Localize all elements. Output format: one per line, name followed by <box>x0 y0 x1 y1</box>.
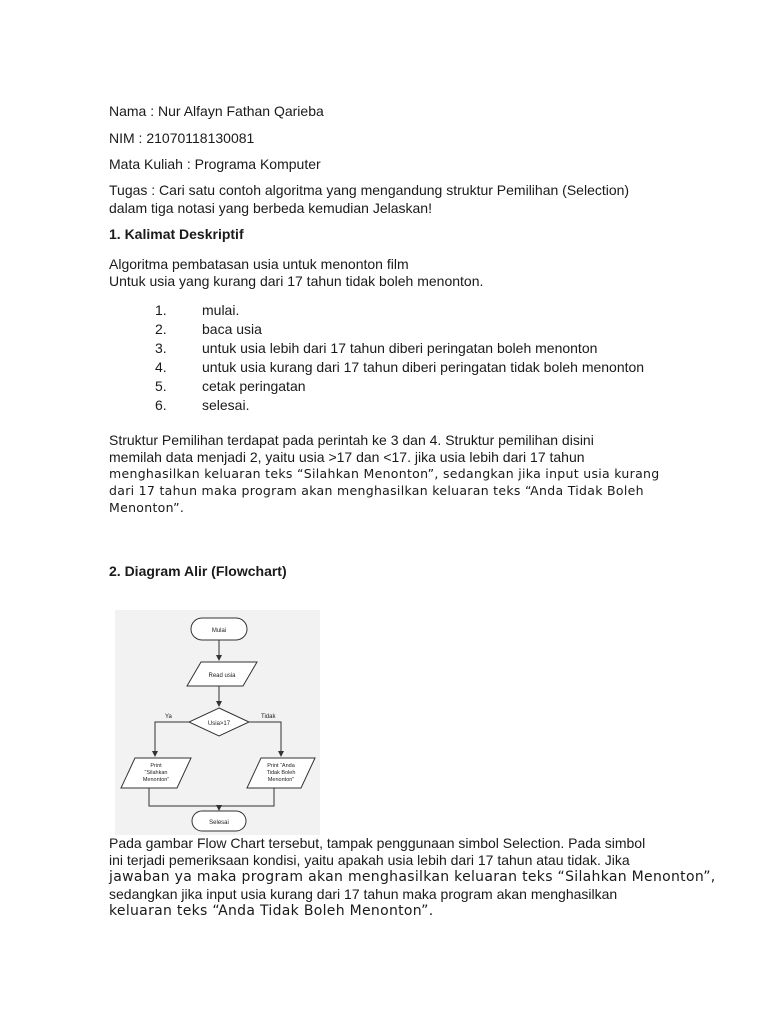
section2-explain-3: jawaban ya maka program akan menghasilkan keluaran teks “Silahkan Menonton”, <box>109 869 716 885</box>
end-label: Selesai <box>209 820 229 826</box>
read-label: Read usia <box>208 673 236 679</box>
print-no-line-2: Tidak Boleh <box>266 770 296 776</box>
section1-title: 1. Kalimat Deskriptif <box>109 226 244 242</box>
flowchart <box>115 610 320 835</box>
print-no-line-1: Print “Anda <box>267 763 295 769</box>
section1-explain-3: menghasilkan keluaran teks “Silahkan Menonton”, sedangkan jika input usia kurang <box>109 466 660 481</box>
section2-explain-2: ini terjadi pemeriksaan kondisi, yaitu apakah usia lebih dari 17 tahun atau tidak. Jika <box>109 852 630 868</box>
yes-label: Ya <box>165 714 172 720</box>
section2-title: 2. Diagram Alir (Flowchart) <box>109 563 287 579</box>
section1-explain-1: Struktur Pemilihan terdapat pada perintah ke 3 dan 4. Struktur pemilihan disini <box>109 432 594 448</box>
section1-intro-1: Algoritma pembatasan usia untuk menonton film <box>109 256 409 272</box>
section1-explain-2: memilah data menjadi 2, yaitu usia >17 dan <17. jika usia lebih dari 17 tahun <box>109 449 585 465</box>
student-name: Nama : Nur Alfayn Fathan Qarieba <box>109 103 324 119</box>
section2-explain-1: Pada gambar Flow Chart tersebut, tampak penggunaan simbol Selection. Pada simbol <box>109 835 646 851</box>
no-label: Tidak <box>261 714 276 720</box>
course-name: Mata Kuliah : Programa Komputer <box>109 156 321 172</box>
print-yes-line-1: Print <box>150 763 162 769</box>
section1-explain-5: Menonton”. <box>109 500 185 515</box>
print-yes-line-2: “Silahkan <box>144 770 168 776</box>
task-line-1: Tugas : Cari satu contoh algoritma yang mengandung struktur Pemilihan (Selection) <box>109 182 630 198</box>
section2-explain-4: sedangkan jika input usia kurang dari 17 tahun maka program akan menghasilkan <box>109 886 618 902</box>
section1-intro-2: Untuk usia yang kurang dari 17 tahun tidak boleh menonton. <box>109 273 484 289</box>
print-yes-line-3: Menonton” <box>142 777 170 783</box>
print-no-line-3: Menonton” <box>267 777 295 783</box>
student-nim: NIM : 21070118130081 <box>109 130 255 146</box>
section1-explain-4: dari 17 tahun maka program akan menghasilkan keluaran teks “Anda Tidak Boleh <box>109 483 644 498</box>
start-label: Mulai <box>211 628 227 634</box>
section2-explain-5: keluaran teks “Anda Tidak Boleh Menonton”. <box>109 903 434 919</box>
decision-label: Usia>17 <box>207 721 231 727</box>
task-line-2: dalam tiga notasi yang berbeda kemudian Jelaskan! <box>109 200 432 216</box>
